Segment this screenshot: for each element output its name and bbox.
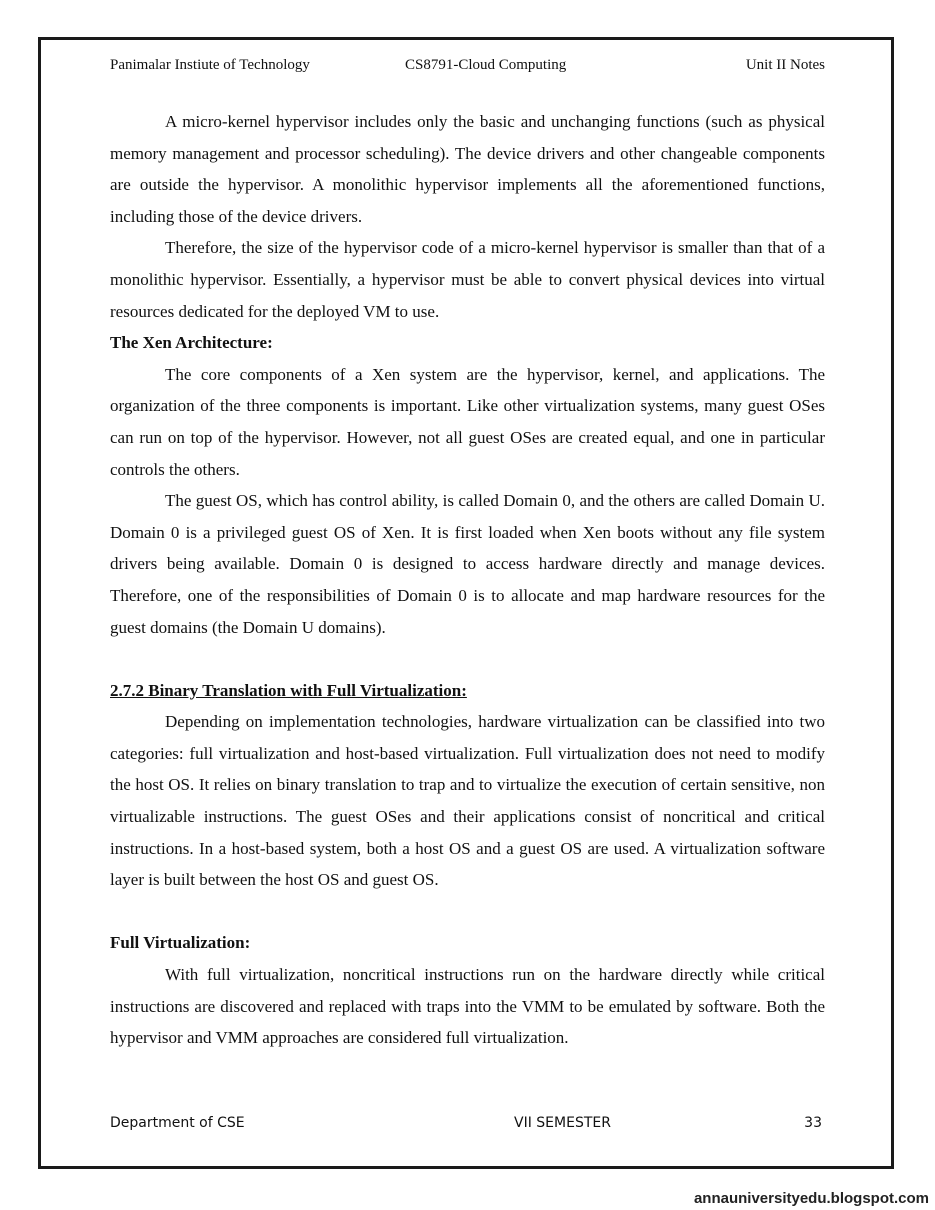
page-header (110, 57, 825, 77)
heading-full-virtualization: Full Virtualization: (110, 933, 251, 953)
footer-department: Department of CSE (110, 1115, 245, 1131)
paragraph-micro-kernel: A micro-kernel hypervisor includes only the basic and unchanging functions (such as physical memory management and processor scheduling). The device drivers and other changeable components are outside the hypervisor. A monolithic hypervisor implements all the aforementioned functions, including those of the device drivers. (110, 112, 825, 226)
paragraph-full-virtualization: With full virtualization, noncritical instructions run on the hardware directly while critical instructions are discovered and replaced with traps into the VMM to be emulated by software. Both the hypervisor and VMM approaches are considered full virtualization. (110, 965, 825, 1048)
header-unit: Unit II Notes (745, 57, 825, 73)
spacer (110, 643, 825, 675)
watermark-url: annauniversityedu.blogspot.com (693, 1190, 929, 1207)
spacer (110, 896, 825, 928)
footer-semester: VII SEMESTER (514, 1115, 611, 1131)
page-footer (110, 1115, 822, 1135)
paragraph-hypervisor-size: Therefore, the size of the hypervisor code of a micro-kernel hypervisor is smaller than that of a monolithic hypervisor. Essentially, a hypervisor must be able to convert physical devices into virtual resources dedicated for the deployed VM to use. (110, 238, 825, 321)
page-body (110, 106, 825, 1054)
paragraph-domain-0: The guest OS, which has control ability, is called Domain 0, and the others are called Domain U. Domain 0 is a privileged guest OS of Xen. It is first loaded when Xen boots without any file system drivers being available. Domain 0 is designed to access hardware directly and manage devices. Therefore, one of the responsibilities of Domain 0 is to allocate and map hardware resources for the guest domains (the Domain U domains). (110, 491, 825, 637)
paragraph-xen-components: The core components of a Xen system are the hypervisor, kernel, and applications. The organization of the three components is important. Like other virtualization systems, many guest OSes can run on top of the hypervisor. However, not all guest OSes are created equal, and one in particular controls the others. (110, 364, 825, 479)
paragraph-virtualization-categories: Depending on implementation technologies, hardware virtualization can be classified into two categories: full virtualization and host-based virtualization. Full virtualization does not need to modify the host OS. It relies on binary translation to trap and to virtualize the execution of certain sensitive, non virtualizable instructions. The guest OSes and their applications consist of noncritical and critical instructions. In a host-based system, both a host OS and a guest OS are used. A virtualization software layer is built between the host OS and guest OS. (110, 712, 825, 890)
footer-page-number: 33 (804, 1115, 822, 1131)
header-course: CS8791-Cloud Computing (405, 57, 567, 73)
heading-xen-architecture: The Xen Architecture: (110, 333, 273, 353)
heading-binary-translation: 2.7.2 Binary Translation with Full Virtualization: (110, 680, 467, 700)
header-institute: Panimalar Instiute of Technology (110, 57, 310, 73)
